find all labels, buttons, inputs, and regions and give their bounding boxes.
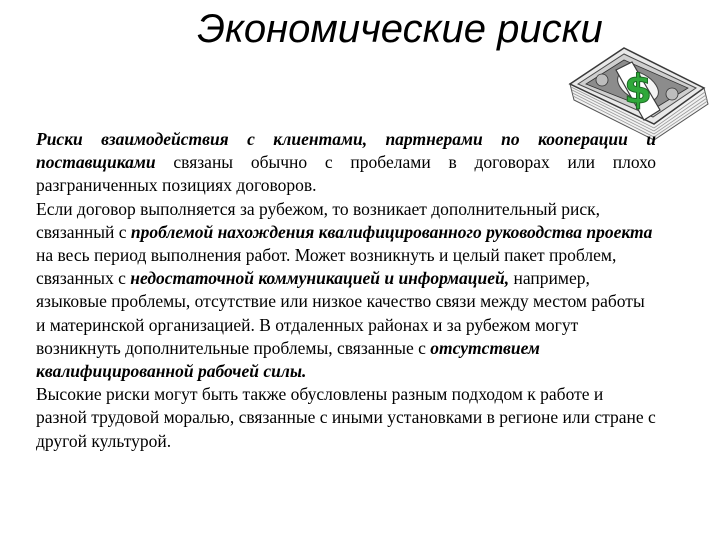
body-text: Если договор выполняется за рубежом, то возникает дополнительный риск, связанный с bbox=[36, 198, 601, 242]
body-text: Высокие риски могут быть также обусловлены разным подходом к работе и разной трудовой моралью, связанные с иными установками в регионе или стране с другой культурой. bbox=[36, 384, 656, 451]
body-text: связаны обычно с пробелами в договорах или плохо разграниченных позициях договоров. bbox=[36, 152, 656, 196]
paragraph-partners-risk bbox=[36, 128, 656, 198]
paragraph-culture-risk bbox=[36, 383, 656, 453]
emphasis-text: Риски взаимодействия с клиентами, партнерами по кооперации и поставщиками bbox=[36, 129, 656, 173]
body-text: например, языковые проблемы, отсутствие или низкое качество связи между местом работы и материнской организацией. В отдаленных районах и за рубежом могут возникнуть дополнительные проблемы, связанные с bbox=[36, 268, 645, 358]
slide-body bbox=[36, 128, 656, 453]
emphasis-text: проблемой нахождения квалифицированного руководства проекта bbox=[130, 221, 653, 242]
emphasis-text: отсутствием квалифицированной рабочей силы. bbox=[36, 337, 540, 382]
emphasis-text: недостаточной коммуникацией и информацией, bbox=[130, 268, 510, 289]
slide-title: Экономические риски bbox=[197, 7, 603, 51]
paragraph-foreign-contract-risk bbox=[36, 198, 656, 384]
svg-text:$: $ bbox=[624, 67, 652, 113]
body-text: на весь период выполнения работ. Может возникнуть и целый пакет проблем, связанных с bbox=[36, 245, 617, 289]
